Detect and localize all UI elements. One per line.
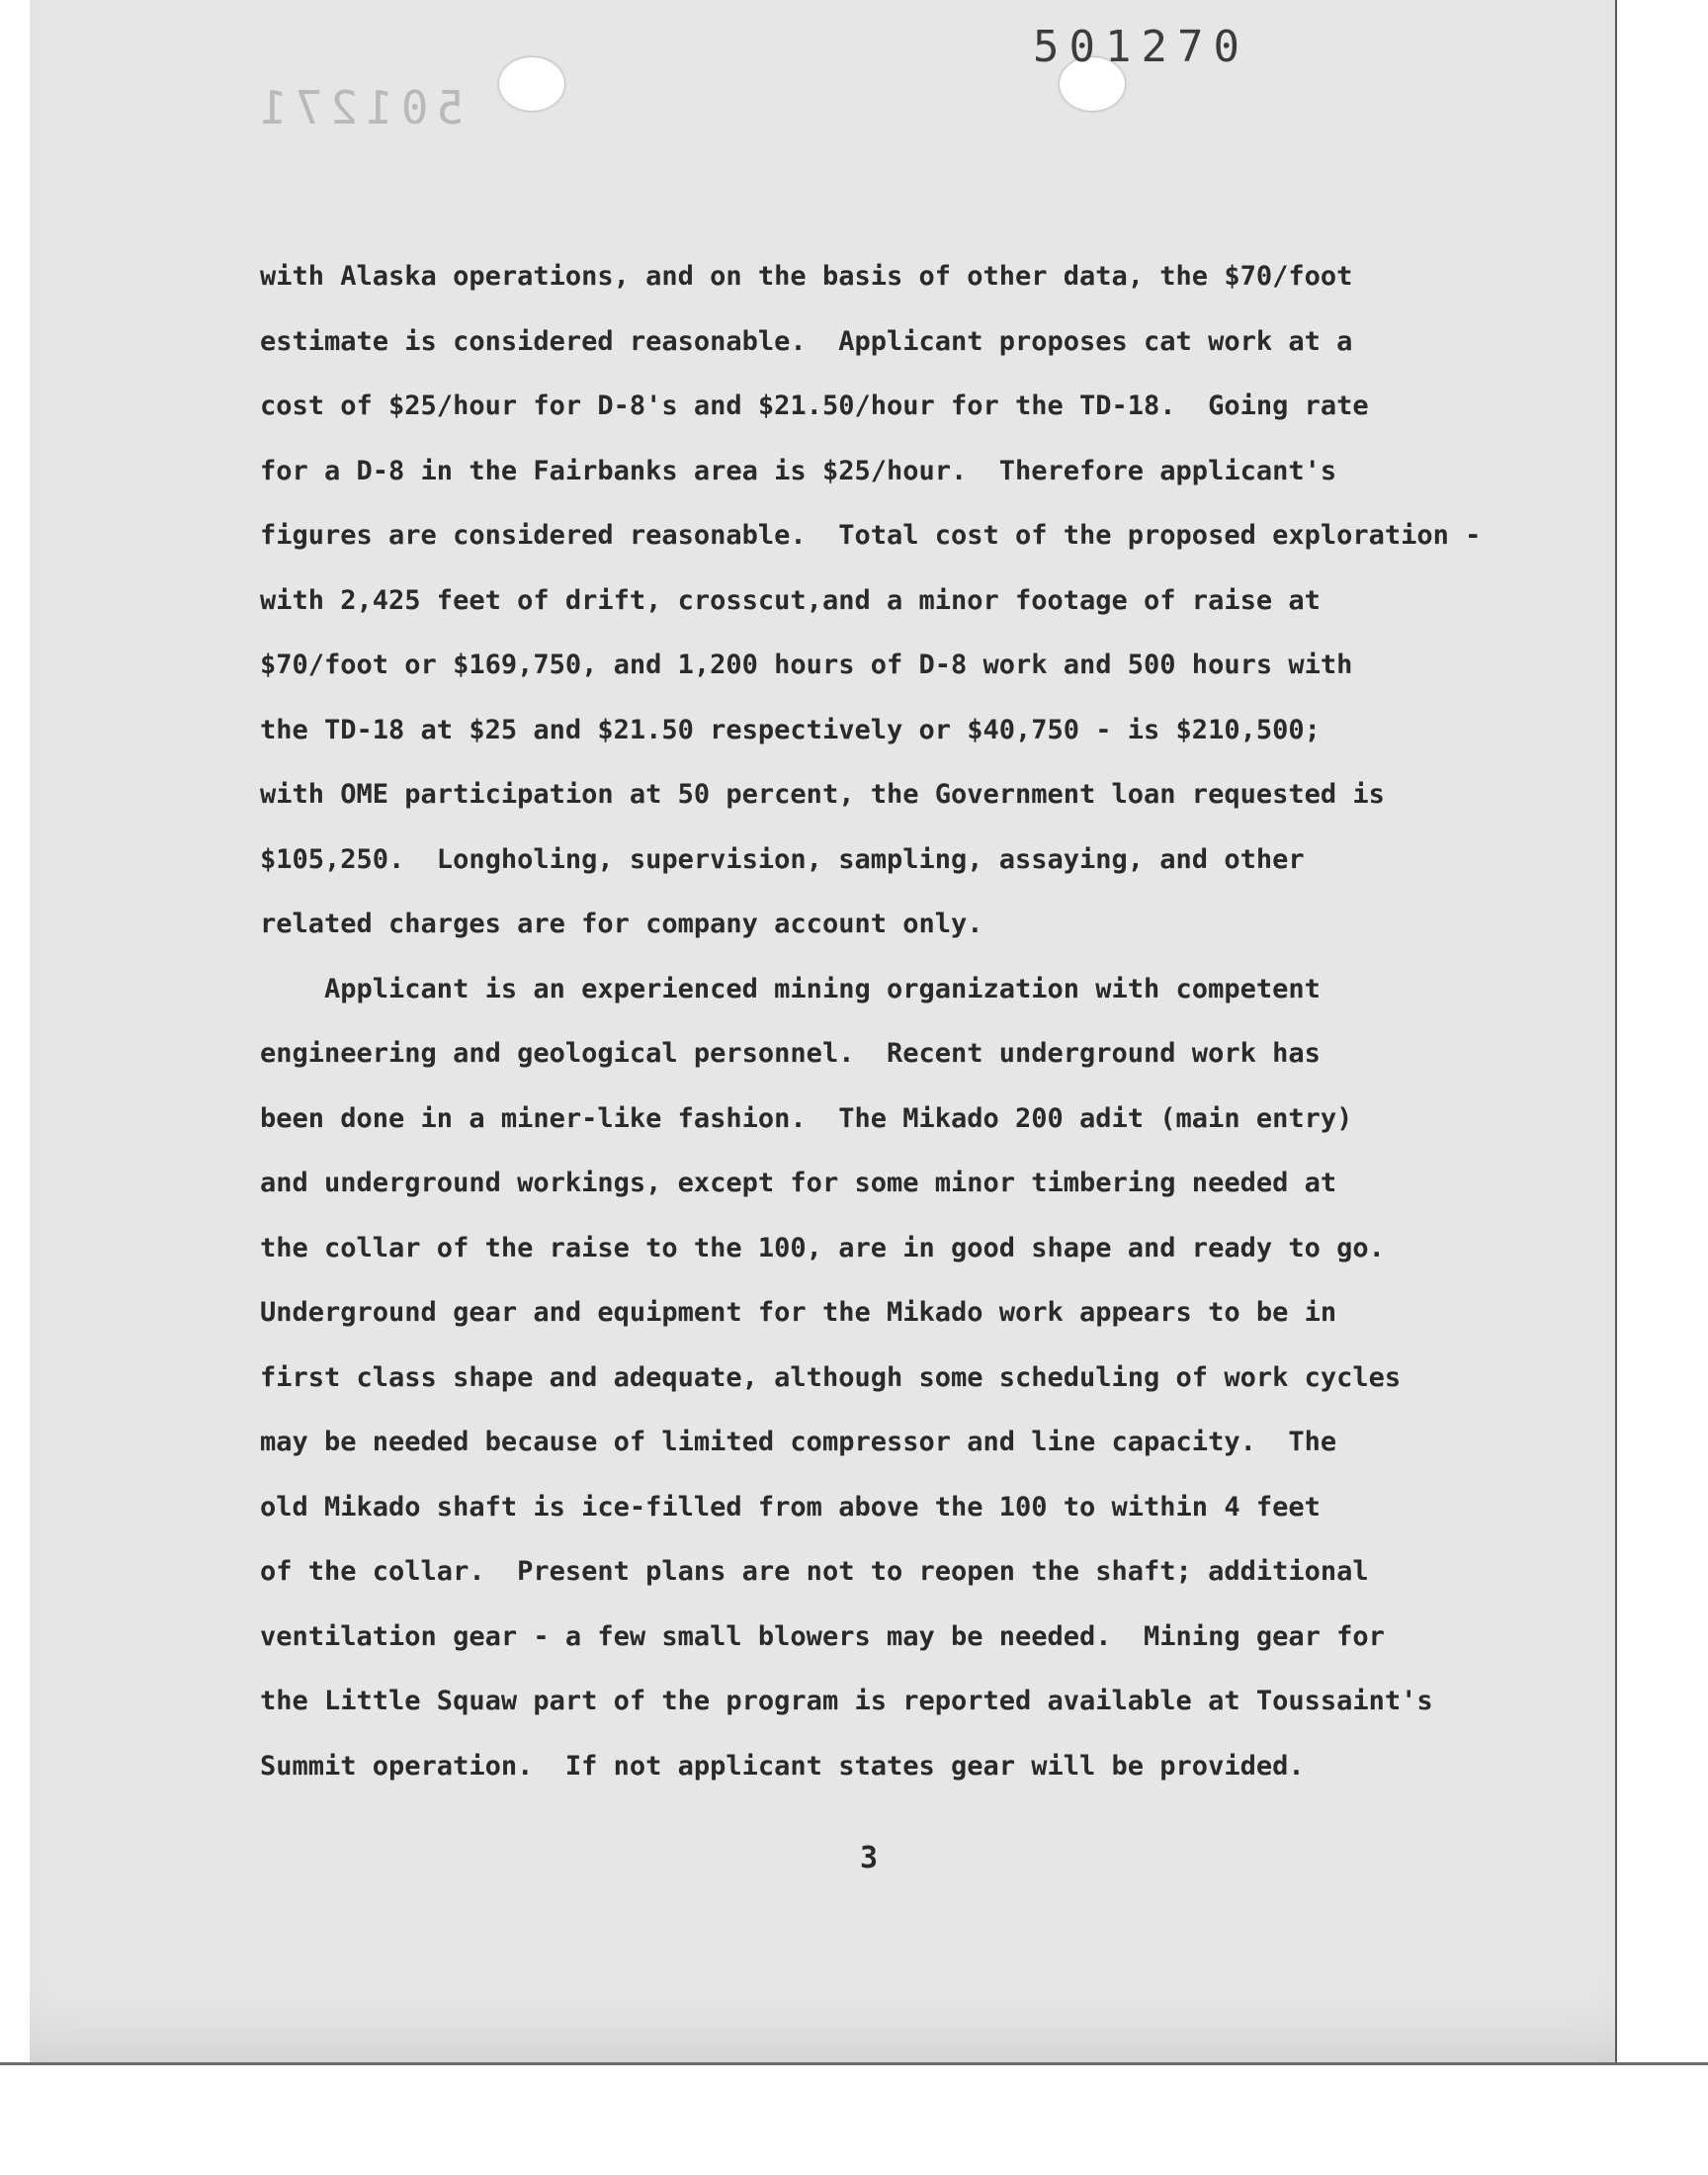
text-line: for a D-8 in the Fairbanks area is $25/hour. Therefore applicant's: [260, 455, 1337, 486]
page-number: 3: [860, 1841, 879, 1875]
text-line: cost of $25/hour for D-8's and $21.50/hour for the TD-18. Going rate: [260, 391, 1369, 421]
text-line: estimate is considered reasonable. Applicant proposes cat work at a: [260, 325, 1353, 357]
text-line: been done in a miner-like fashion. The Mikado 200 adit (main entry): [260, 1102, 1353, 1134]
text-line: with OME participation at 50 percent, the Government loan requested is: [260, 779, 1385, 810]
bleed-through-stamp: 501271: [252, 81, 465, 134]
document-number-stamp: 501270: [1033, 22, 1249, 72]
text-line: figures are considered reasonable. Total cost of the proposed exploration -: [260, 520, 1482, 551]
text-line: with Alaska operations, and on the basis of other data, the $70/foot: [260, 261, 1353, 292]
text-line: ventilation gear - a few small blowers may be needed. Mining gear for: [260, 1620, 1385, 1652]
body-text: [260, 244, 1545, 1798]
text-line: $70/foot or $169,750, and 1,200 hours of D-8 work and 500 hours with: [260, 650, 1353, 680]
text-line: Underground gear and equipment for the Mikado work appears to be in: [260, 1297, 1337, 1328]
text-line: the TD-18 at $25 and $21.50 respectively or $40,750 - is $210,500;: [260, 714, 1321, 745]
text-line: engineering and geological personnel. Recent underground work has: [260, 1038, 1321, 1069]
page-edge: [0, 2062, 1708, 2065]
text-line: and underground workings, except for some minor timbering needed at: [260, 1168, 1337, 1198]
text-line: Applicant is an experienced mining organization with competent: [260, 973, 1321, 1004]
text-line: $105,250. Longholing, supervision, sampling, assaying, and other: [260, 843, 1305, 875]
punch-hole-left: [499, 57, 564, 111]
text-line: may be needed because of limited compressor and line capacity. The: [260, 1427, 1337, 1457]
text-line: old Mikado shaft is ice-filled from above the 100 to within 4 feet: [260, 1491, 1321, 1522]
text-line: the Little Squaw part of the program is reported available at Toussaint's: [260, 1686, 1433, 1716]
text-line: the collar of the raise to the 100, are in good shape and ready to go.: [260, 1232, 1385, 1263]
text-line: first class shape and adequate, although some scheduling of work cycles: [260, 1361, 1402, 1393]
text-line: related charges are for company account only.: [260, 909, 983, 939]
text-line: Summit operation. If not applicant states gear will be provided.: [260, 1750, 1305, 1782]
text-line: with 2,425 feet of drift, crosscut,and a minor footage of raise at: [260, 584, 1321, 616]
text-line: of the collar. Present plans are not to reopen the shaft; additional: [260, 1556, 1369, 1587]
